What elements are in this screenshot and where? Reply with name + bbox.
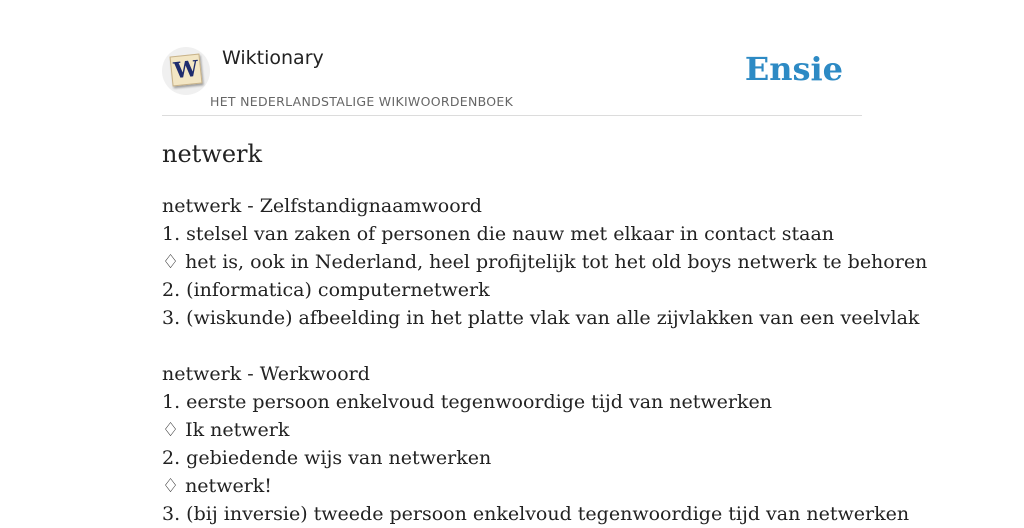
section-spacer [162,332,982,360]
ensie-brand-logo[interactable]: Ensie [744,50,843,88]
definition-line: 2. gebiedende wijs van netwerken [162,447,492,469]
page-title: netwerk [162,140,263,168]
definition-line: 1. stelsel van zaken of personen die nauw met elkaar in contact staan [162,223,835,245]
example-line: ♢ het is, ook in Nederland, heel profijtelijk tot het old boys netwerk te behoren [162,251,928,273]
logo-tile: W [170,54,203,87]
section-heading: netwerk - Werkwoord [162,363,370,385]
definition-line: 3. (bij inversie) tweede persoon enkelvoud tegenwoordige tijd van netwerken [162,503,910,525]
example-line: ♢ netwerk! [162,475,272,497]
wiktionary-logo-icon[interactable] [162,47,210,95]
site-name[interactable]: Wiktionary [222,47,324,69]
example-line: ♢ Ik netwerk [162,419,290,441]
definition-line: 1. eerste persoon enkelvoud tegenwoordige tijd van netwerken [162,391,773,413]
site-header [162,44,862,116]
definition-line: 3. (wiskunde) afbeelding in het platte vlak van alle zijvlakken van een veelvlak [162,307,920,329]
site-tagline: HET NEDERLANDSTALIGE WIKIWOORDENBOEK [210,94,514,109]
section-heading: netwerk - Zelfstandignaamwoord [162,195,482,217]
entry-content [162,192,982,528]
definition-line: 2. (informatica) computernetwerk [162,279,490,301]
